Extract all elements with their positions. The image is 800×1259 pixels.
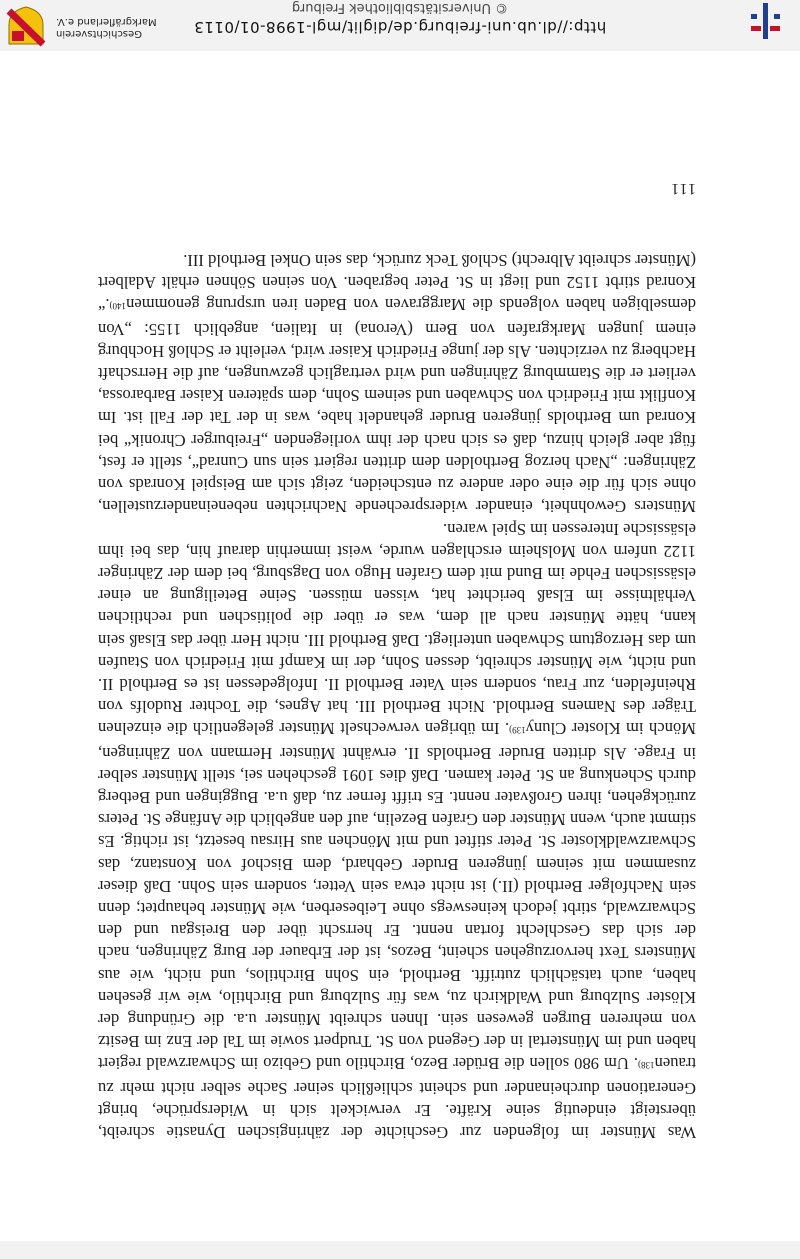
footnote-ref-138[interactable]: 138) [638,1060,655,1071]
footnote-ref-139[interactable]: 139) [509,725,526,736]
page-number: 111 [670,180,696,197]
society-name: Geschichtsverein Markgräflerland e.V. [56,16,157,39]
paragraph-2: Münsters Gewohnheit, einander widersprechende Nachrichten nebeneinanderzustellen, ohne sich für die eine oder andere zu entscheiden, zeigt sich am Beispiel Konrads von Zähringen: „Nach herzog Bertholden dem dritten regiert sein sun Cunrad“, stellt er fest, fügt aber gleich hinzu, daß es sich nach der ihm vorliegenden „Freiburger Chronik“ bei Konrad um Bertholds jüngeren Bruder gehandelt habe, was in der Tat der Fall ist. Im Konflikt mit Friedrich von Schwaben und seinem Sohn, dem späteren Kaiser Barbarossa, verliert er die Stammburg Zähringen und wird vertraglich gezwungen, auf die Herrschaft Hachberg zu verzichten. Als der junge Friedrich Kaiser wird, verleiht er Schloß Hochburg einem jungen Markgrafen von Bern (Verona) in Italien, angeblich 1155: „Von demselbigen haben volgends die Marggraven von Baden iren ursprung genommen$^{140)}$.“ Konrad stirbt 1152 und liegt in St. Peter begraben. Von seinen Söhnen erhält Adalbert (Münster schreibt Albrecht) Schloß Teck zurück, das sein Onkel Berthold III. [98,251,696,517]
copyright-notice: © Universitätsbibliothek Freiburg [291,0,509,15]
viewer-header [0,0,800,51]
paragraph-1: Was Münster im folgenden zur Geschichte der zähringischen Dynastie schreibt, übersteigt eindeutig seine Kräfte. Er verwickelt sich in Widersprüche, bringt Generationen durcheinander und scheint schließlich seiner Sache selber nicht mehr zu trauen$^{138)}$. Um 980 sollen die Brüder Bezo, Birchtilo und Gebizo im Schwarzwald regiert haben und im Münstertal in der Gegend von St. Trudpert sowie im Tal der Enz im Besitz von mehreren Burgen gewesen sein. Ihnen schreibt Münster u.a. die Gründung der Klöster Sulzburg und Waldkirch zu, was für Sulzburg und Birchtilo, wie wir gesehen haben, auch tatsächlich zutrifft. Berthold, ein Sohn Birchtilos, und nicht, wie aus Münsters Text hervorzugehen scheint, Bezos, ist der Erbauer der Burg Zähringen, nach der sich das Geschlecht fortan nennt. Er herrscht über den Breisgau und den Schwarzwald, stirbt jedoch keineswegs ohne Leibeserben, wie Münster behauptet; denn sein Nachfolger Berthold (II.) ist nicht etwa sein Vetter, sondern sein Sohn. Daß dieser zusammen mit seinem jüngeren Bruder Gebhard, dem Bischof von Konstanz, das Schwarzwaldkloster St. Peter stiftet und mit Mönchen aus Hirsau besetzt, ist richtig. Es stimmt auch, wenn Münster den Grafen Bezelin, auf den angeblich die Anfänge St. Peters zurückgehen, ihren Großvater nennt. Es trifft ferner zu, daß u.a. Buggingen und Betberg durch Schenkung an St. Peter kamen. Daß dies 1091 geschehen sei, stellt Münster selber in Frage. Als dritten Bruder Bertholds II. erwähnt Münster Hermann von Zähringen, Mönch im Kloster Cluny$^{139)}$. Im übrigen verwechselt Münster gelegentlich die einzelnen Träger des Namens Berthold. Nicht Berthold III. hat Agnes, die Tochter Rudolfs von Rheinfelden, zur Frau, sondern sein Vater Berthold II. Infolgedessen ist es Berthold II. und nicht, wie Münster schreibt, dessen Sohn, der im Kampf mit Friedrich von Staufen um das Herzogtum Schwaben unterliegt. Daß Berthold III. nicht Herr über das Elsaß sein kann, hätte Münster nach all dem, was er über die politischen und rechtlichen Verhältnisse im Elsaß berichtet hat, wissen müssen. Seine Beteiligung an einer elsässischen Fehde im Bund mit dem Grafen Hugo von Dagsburg, bei dem der Zähringer 1122 unfern von Molsheim erschlagen wurde, weist immerhin darauf hin, das bei ihm elsässische Interessen im Spiel waren. [98,519,696,1142]
footnote-ref-140[interactable]: 140) [109,301,127,312]
footer-strip [0,1241,800,1259]
permalink-url[interactable]: http://dl.ub.uni-freiburg.de/diglit/mgl-1998-01/0113 [193,18,607,36]
coat-of-arms-icon[interactable] [6,5,46,47]
body-text [98,249,696,1143]
